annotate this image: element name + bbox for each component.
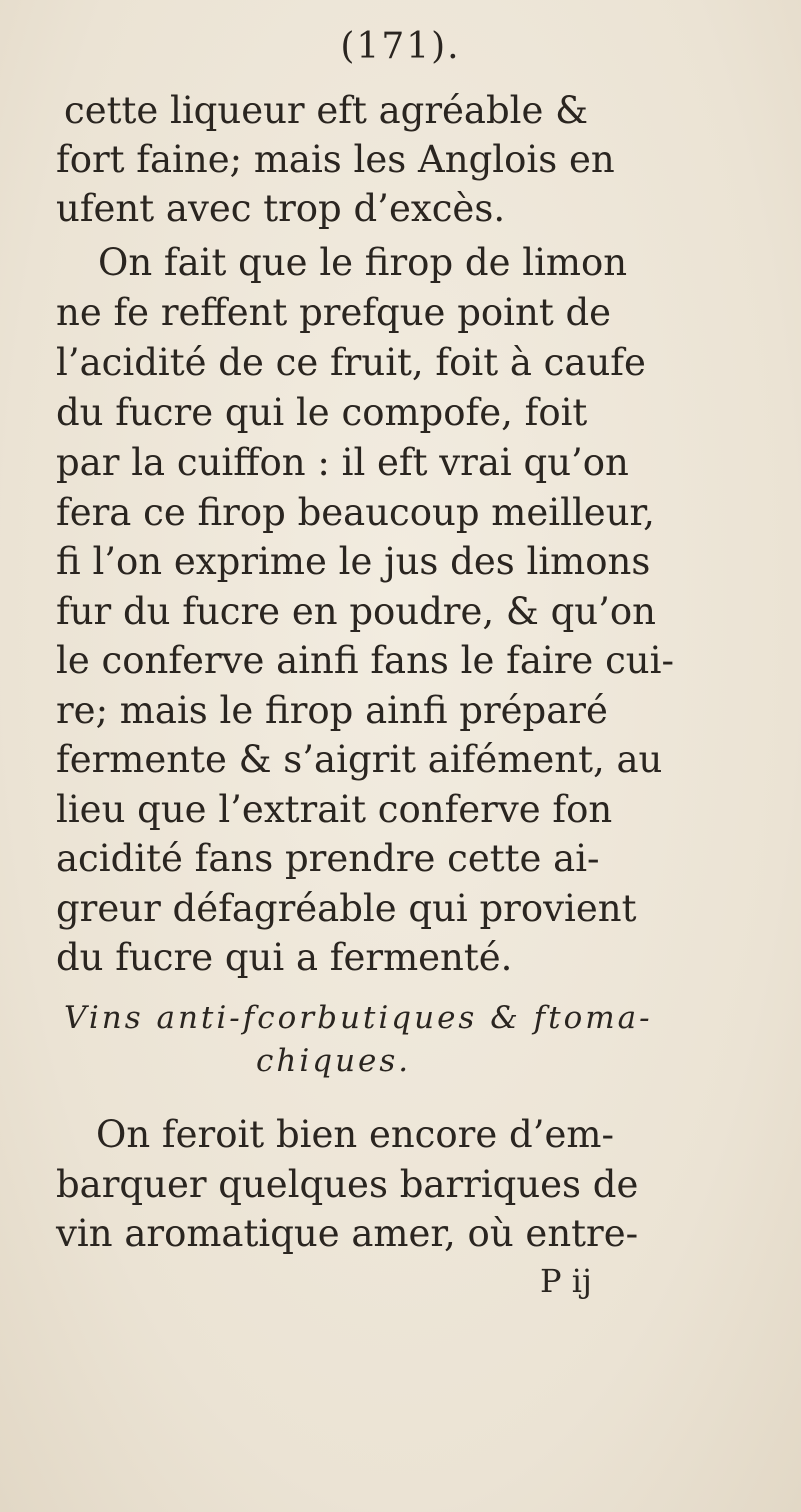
text-line: du fucre qui a fermenté. xyxy=(56,936,513,979)
text-line: lieu que l’extrait conferve fon xyxy=(56,788,613,831)
text-line: greur défagréable qui provient xyxy=(56,887,637,930)
text-line: cette liqueur eft agréable & xyxy=(64,89,589,132)
text-line: vin aromatique amer, où entre- xyxy=(56,1212,639,1255)
text-line: du fucre qui le compofe, foit xyxy=(56,391,588,434)
text-line: fera ce firop beaucoup meilleur, xyxy=(56,491,655,534)
text-line: On feroit bien encore d’em- xyxy=(96,1113,614,1156)
text-line: acidité fans prendre cette ai- xyxy=(56,837,600,880)
text-line: re; mais le firop ainfi préparé xyxy=(56,689,608,732)
signature-mark: P ij xyxy=(540,1262,592,1300)
text-line: ufent avec trop d’excès. xyxy=(56,187,506,230)
text-line: fur du fucre en poudre, & qu’on xyxy=(56,590,656,633)
text-line: par la cuiffon : il eft vrai qu’on xyxy=(56,441,629,484)
section-heading: Vins anti-fcorbutiques & ftoma- xyxy=(64,1000,653,1036)
text-line: fort faine; mais les Anglois en xyxy=(56,138,615,181)
text-line: ne fe reffent prefque point de xyxy=(56,291,612,334)
section-heading: chiques. xyxy=(256,1043,412,1079)
text-line: fermente & s’aigrit aifément, au xyxy=(56,738,663,781)
text-line: le conferve ainfi fans le faire cui- xyxy=(56,639,674,682)
text-line: l’acidité de ce fruit, foit à caufe xyxy=(56,341,646,384)
text-line: fi l’on exprime le jus des limons xyxy=(56,540,651,583)
text-line: On fait que le firop de limon xyxy=(98,241,628,284)
page-number-header: (171). xyxy=(340,26,461,67)
text-line: barquer quelques barriques de xyxy=(56,1163,639,1206)
